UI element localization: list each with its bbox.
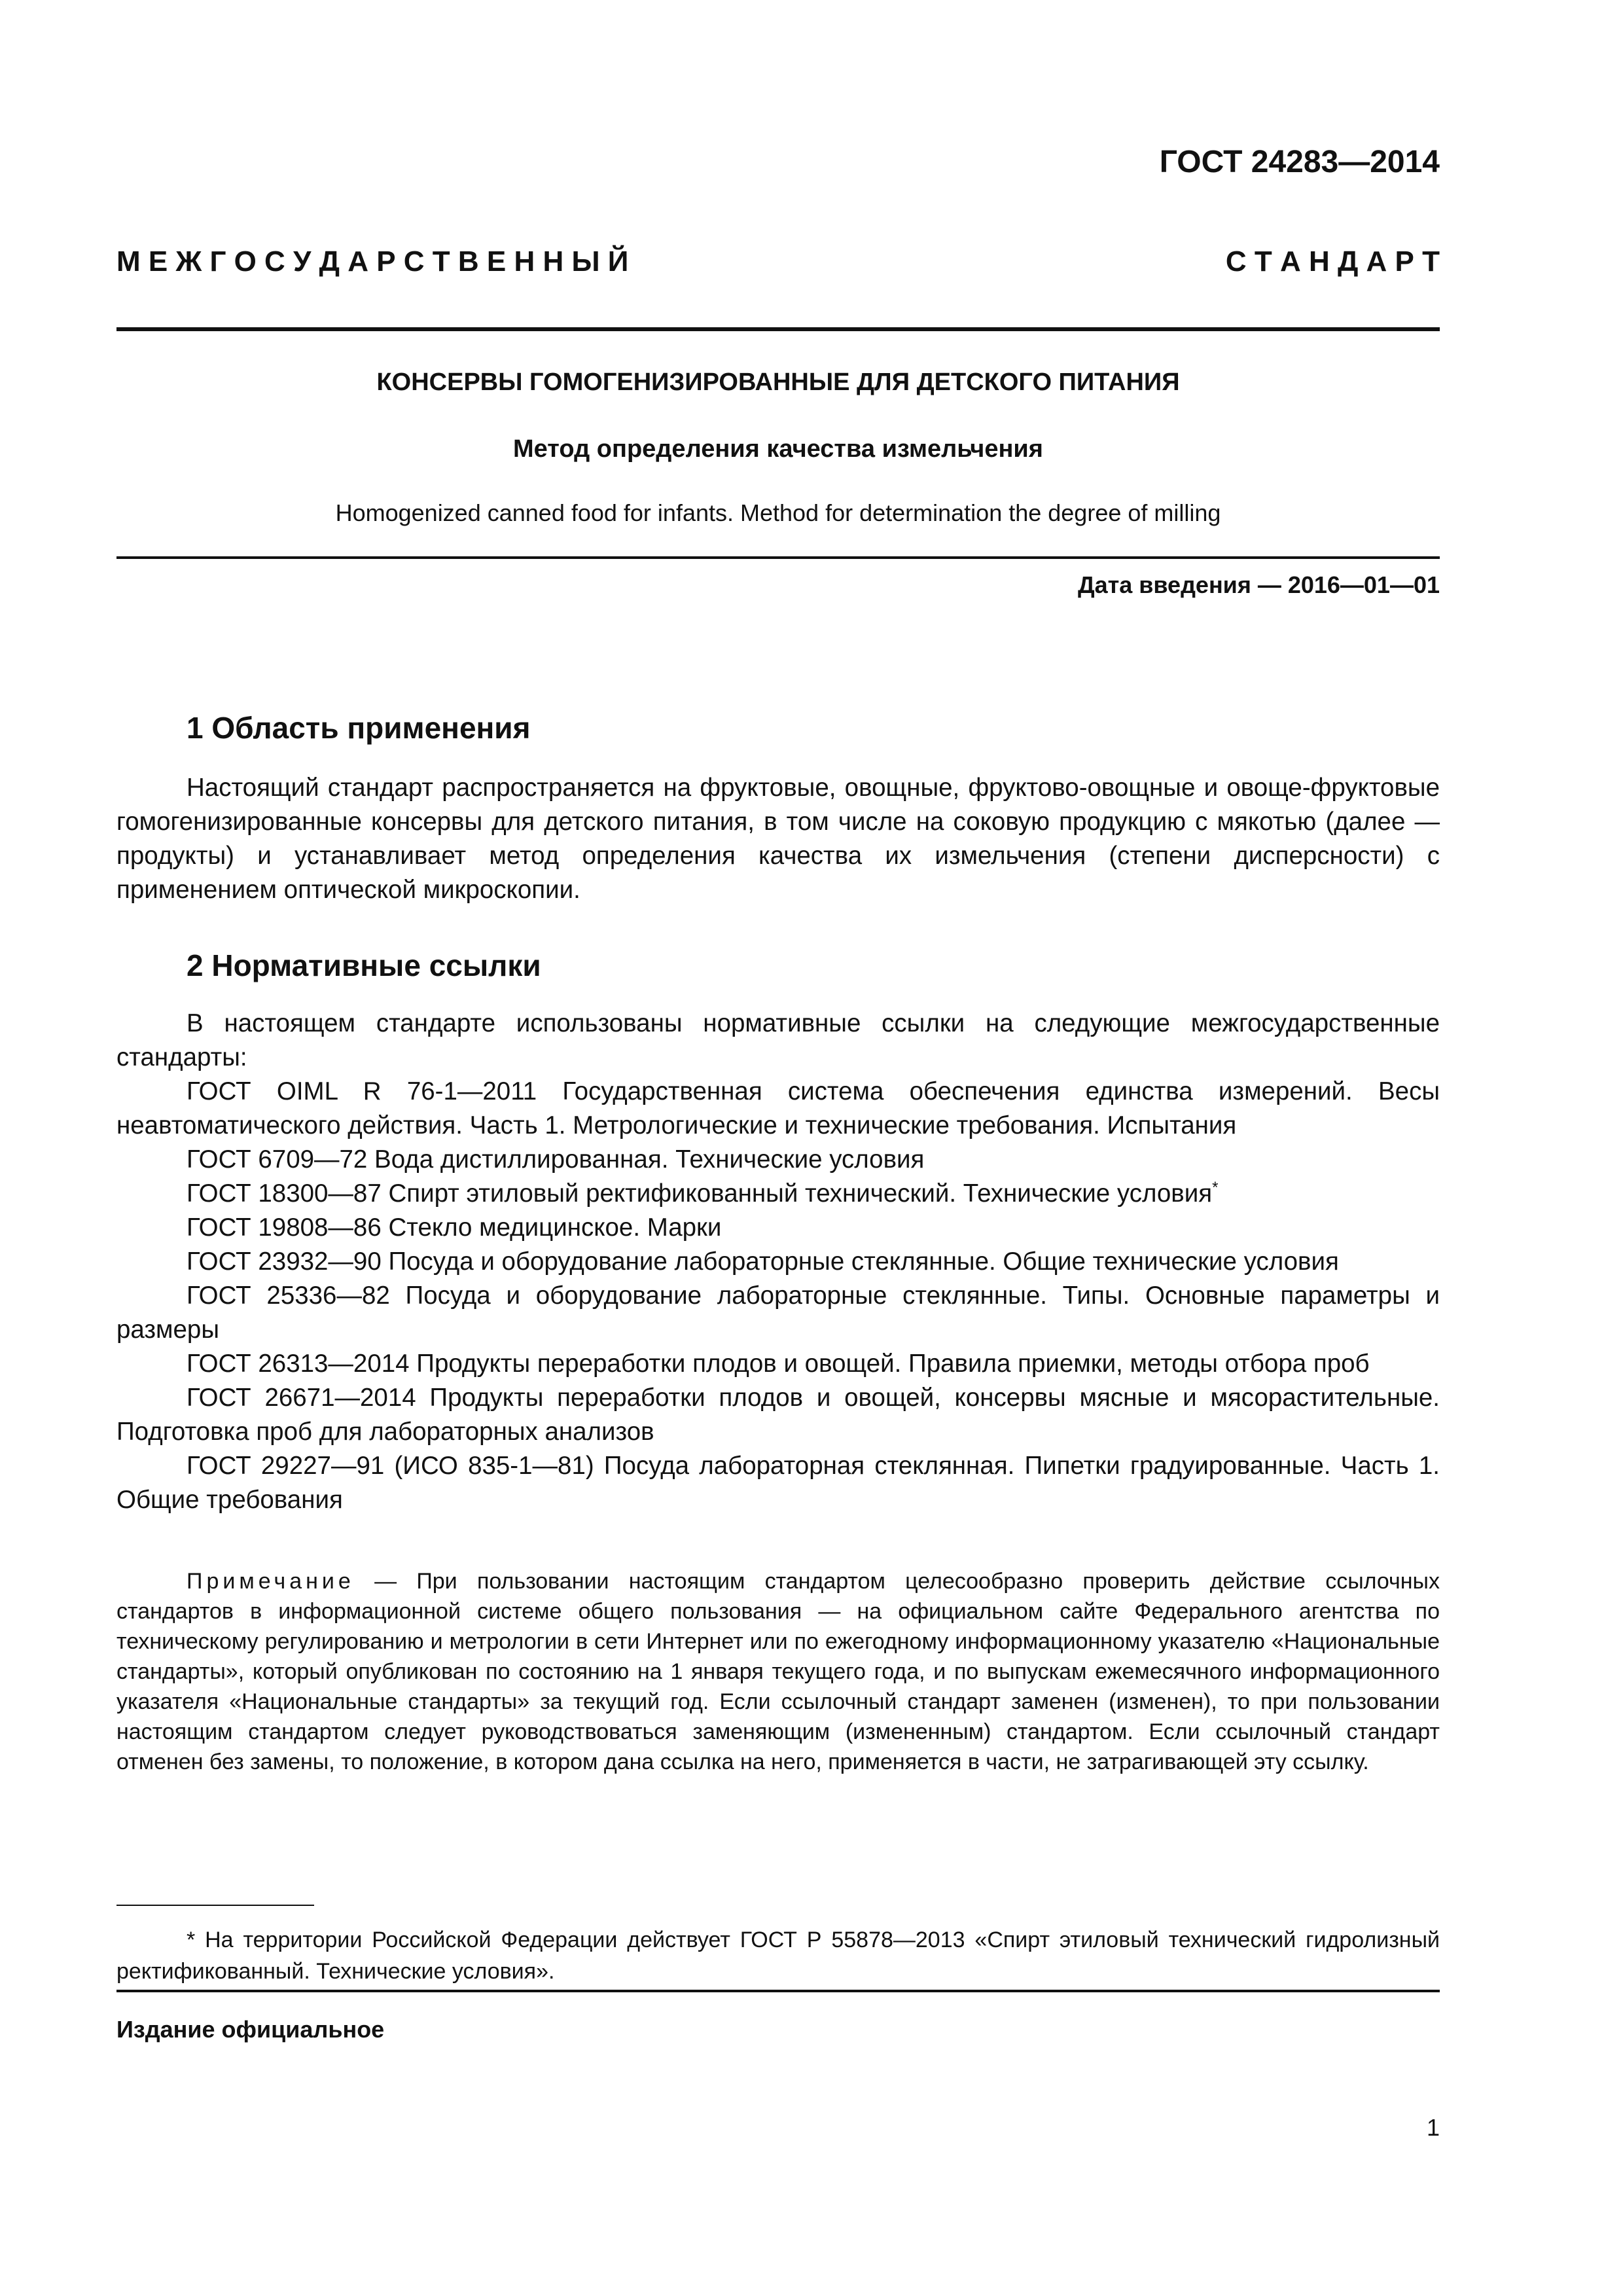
- reference-item: ГОСТ 26313—2014 Продукты переработки плодов и овощей. Правила приемки, методы отбора проб: [187, 1350, 1370, 1378]
- document-number: ГОСТ 24283—2014: [1159, 145, 1440, 179]
- note-paragraph: [116, 1566, 1440, 1777]
- standard-type-word2: С Т А Н Д А Р Т: [1225, 245, 1440, 278]
- section-2-intro: В настоящем стандарте использованы нормативные ссылки на следующие межгосударственные стандарты:: [116, 1009, 1440, 1071]
- note-text: — При пользовании настоящим стандартом целесообразно проверить действие ссылочных стандартов в информационной системе общего пользования — на официальном сайте Федерального агентства по техническому регулированию и метрологии в сети Интернет или по ежегодному информационному указателю «Национальные стандарты», который опубликован по состоянию на 1 января текущего года, и по выпускам ежемесячного информационного указателя «Национальные стандарты» за текущий год. Если ссылочный стандарт заменен (изменен), то при пользовании настоящим стандартом следует руководствоваться заменяющим (измененным) стандартом. Если ссылочный стандарт отменен без замены, то положение, в котором дана ссылка на него, применяется в части, не затрагивающей эту ссылку.: [116, 1569, 1440, 1774]
- reference-item: ГОСТ OIML R 76-1—2011 Государственная система обеспечения единства измерений. Весы неавтоматического действия. Часть 1. Метрологические и технические требования. Испытания: [116, 1077, 1440, 1139]
- reference-item: [116, 1177, 1440, 1211]
- edition-label: Издание официальное: [116, 2016, 385, 2043]
- standard-type-word1: М Е Ж Г О С У Д А Р С Т В Е Н Н Ы Й: [116, 245, 629, 278]
- document-title: КОНСЕРВЫ ГОМОГЕНИЗИРОВАННЫЕ ДЛЯ ДЕТСКОГО ПИТАНИЯ: [376, 368, 1180, 396]
- footer-divider: [116, 1990, 1440, 1992]
- footnote-marker: *: [1212, 1179, 1219, 1197]
- reference-item: ГОСТ 26671—2014 Продукты переработки плодов и овощей, консервы мясные и мясорастительные. Подготовка проб для лабораторных анализов: [116, 1384, 1440, 1446]
- header-divider: [116, 327, 1440, 331]
- document-subtitle: Метод определения качества измельчения: [513, 435, 1043, 463]
- reference-text: ГОСТ 18300—87 Спирт этиловый ректификованный технический. Технические условия: [187, 1179, 1213, 1208]
- reference-item: ГОСТ 29227—91 (ИСО 835-1—81) Посуда лабораторная стеклянная. Пипетки градуированные. Часть 1. Общие требования: [116, 1452, 1440, 1514]
- section-1-heading: 1 Область применения: [187, 711, 531, 745]
- footnote-text: * На территории Российской Федерации действует ГОСТ Р 55878—2013 «Спирт этиловый технический гидролизный ректификованный. Технические условия».: [116, 1928, 1440, 1984]
- reference-item: ГОСТ 19808—86 Стекло медицинское. Марки: [187, 1213, 722, 1242]
- reference-item: ГОСТ 6709—72 Вода дистиллированная. Технические условия: [187, 1145, 925, 1174]
- title-divider: [116, 556, 1440, 559]
- section-2-heading: 2 Нормативные ссылки: [187, 948, 541, 982]
- introduction-date: Дата введения — 2016—01—01: [1077, 571, 1440, 598]
- reference-item: ГОСТ 23932—90 Посуда и оборудование лабораторные стеклянные. Общие технические условия: [187, 1247, 1339, 1276]
- normative-references-list: [116, 1075, 1440, 1517]
- document-title-english: Homogenized canned food for infants. Method for determination the degree of milling: [335, 499, 1221, 526]
- note-label: Примечание: [187, 1569, 355, 1594]
- footnote-divider: [116, 1905, 314, 1906]
- page-number: 1: [1426, 2114, 1440, 2141]
- reference-item: ГОСТ 25336—82 Посуда и оборудование лабораторные стеклянные. Типы. Основные параметры и размеры: [116, 1282, 1440, 1344]
- section-1-text: Настоящий стандарт распространяется на фруктовые, овощные, фруктово-овощные и овоще-фруктовые гомогенизированные консервы для детского питания, в том числе на соковую продукцию с мякотью (далее — продукты) и устанавливает метод определения качества их измельчения (степени дисперсности) с применением оптической микроскопии.: [116, 774, 1440, 904]
- standard-type-heading: [116, 245, 1440, 278]
